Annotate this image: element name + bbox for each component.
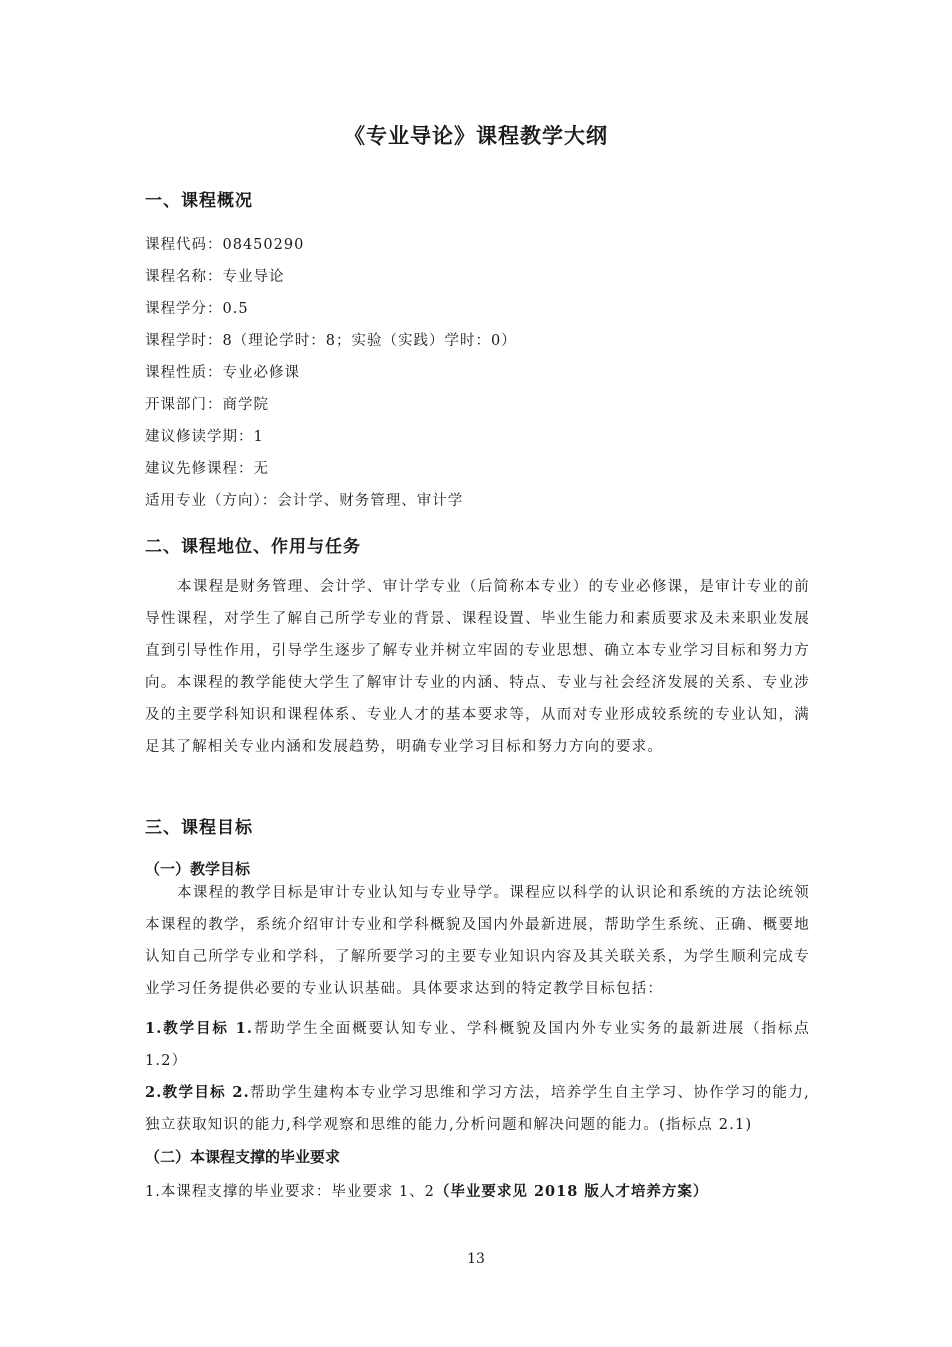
teaching-goal-1 (145, 1013, 810, 1077)
page-number: 13 (467, 1251, 485, 1267)
section-role-paragraph: 本课程是财务管理、会计学、审计学专业（后简称本专业）的专业必修课，是审计专业的前导性课程，对学生了解自己所学专业的背景、课程设置、毕业生能力和素质要求及未来职业发展直到引导性作用，引导学生逐步了解专业并树立牢固的专业思想、确立本专业学习目标和努力方向。本课程的教学能使大学生了解审计专业的内涵、特点、专业与社会经济发展的关系、专业涉及的主要学科知识和课程体系、专业人才的基本要求等，从而对专业形成较系统的专业认知，满足其了解相关专业内涵和发展趋势，明确专业学习目标和努力方向的要求。 (145, 579, 810, 755)
teaching-goal-2-label: 2.教学目标 2. (145, 1084, 250, 1101)
section-heading-role: 二、课程地位、作用与任务 (145, 537, 361, 557)
teaching-goal-1-text: 帮助学生全面概要认知专业、学科概貌及国内外专业实务的最新进展（指标点 1.2） (145, 1021, 811, 1069)
section-heading-overview: 一、课程概况 (145, 191, 253, 211)
info-line-course-code: 课程代码：08450290 (145, 237, 305, 253)
info-line-credits: 课程学分：0.5 (145, 301, 249, 317)
info-line-department: 开课部门：商学院 (145, 397, 269, 413)
info-line-semester: 建议修读学期：1 (145, 429, 264, 445)
graduation-requirement-line (145, 1180, 708, 1201)
graduation-requirement-text: 1.本课程支撑的毕业要求：毕业要求 1、2 (145, 1184, 435, 1200)
section-heading-goals: 三、课程目标 (145, 818, 253, 838)
info-line-hours: 课程学时：8（理论学时：8；实验（实践）学时：0） (145, 333, 517, 349)
subsection-heading-graduation-requirements: （二）本课程支撑的毕业要求 (145, 1148, 341, 1166)
subsection-heading-teaching-goals: （一）教学目标 (145, 860, 251, 878)
info-line-majors: 适用专业（方向）：会计学、财务管理、审计学 (145, 493, 464, 509)
teaching-goals-paragraph: 本课程的教学目标是审计专业认知与专业导学。课程应以科学的认识论和系统的方法论统领本课程的教学，系统介绍审计专业和学科概貌及国内外最新进展，帮助学生系统、正确、概要地认知自己所学专业和学科，了解所要学习的主要专业知识内容及其关联关系，为学生顺利完成专业学习任务提供必要的专业认识基础。具体要求达到的特定教学目标包括： (145, 885, 810, 997)
teaching-goal-1-label: 1.教学目标 1. (145, 1020, 254, 1037)
graduation-requirement-note: （毕业要求见 2018 版人才培养方案） (434, 1183, 709, 1200)
document-title: 《专业导论》课程教学大纲 (344, 123, 608, 148)
teaching-goal-2 (145, 1077, 810, 1141)
info-line-nature: 课程性质：专业必修课 (145, 365, 300, 381)
info-line-prerequisites: 建议先修课程：无 (145, 461, 269, 477)
info-line-course-name: 课程名称：专业导论 (145, 269, 285, 285)
teaching-goal-2-text: 帮助学生建构本专业学习思维和学习方法，培养学生自主学习、协作学习的能力,独立获取知识的能力,科学观察和思维的能力,分析问题和解决问题的能力。(指标点 2.1) (145, 1085, 810, 1133)
